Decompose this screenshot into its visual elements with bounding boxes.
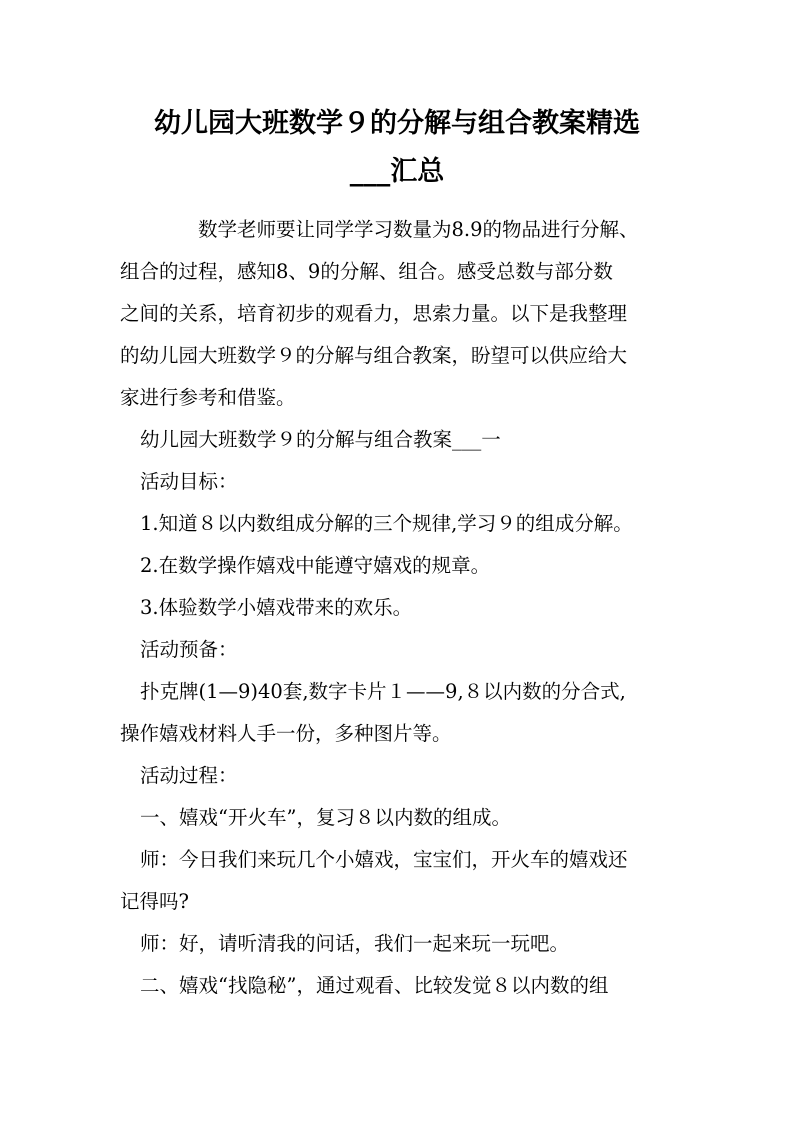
process-line: 二、嬉戏“找隐秘”，通过观看、比较发觉８以内数的组	[140, 974, 609, 997]
process-line: 一、嬉戏“开火车”，复习８以内数的组成。	[140, 806, 511, 829]
process-line: 记得吗?	[120, 890, 189, 913]
intro-paragraph-line: 的幼儿园大班数学９的分解与组合教案，盼望可以供应给大	[120, 344, 628, 367]
intro-paragraph-line: 组合的过程，感知8、9的分解、组合。感受总数与部分数	[120, 260, 613, 283]
goal-item: 2.在数学操作嬉戏中能遵守嬉戏的规章。	[140, 554, 491, 577]
goal-item: 3.体验数学小嬉戏带来的欢乐。	[140, 596, 413, 619]
goal-item: 1.知道８以内数组成分解的三个规律,学习９的组成分解。	[140, 512, 633, 535]
section-heading: 幼儿园大班数学９的分解与组合教案___一	[140, 428, 501, 451]
prep-line: 扑克牌(1—9)40套,数字卡片１——9,８以内数的分合式,	[140, 680, 626, 703]
document-title-line-2: ___汇总	[349, 156, 445, 187]
document-body	[120, 209, 680, 1007]
prep-line: 操作嬉戏材料人手一份，多种图片等。	[120, 722, 452, 745]
intro-paragraph-line: 家进行参考和借鉴。	[120, 386, 296, 409]
process-line: 师：今日我们来玩几个小嬉戏，宝宝们，开火车的嬉戏还	[140, 848, 628, 871]
intro-paragraph-line: 之间的关系，培育初步的观看力，思索力量。以下是我整理	[120, 302, 628, 325]
document-title-line-1: 幼儿园大班数学９的分解与组合教案精选	[154, 108, 640, 139]
goals-heading: 活动目标：	[140, 470, 238, 493]
prep-heading: 活动预备：	[140, 638, 238, 661]
process-heading: 活动过程：	[140, 764, 238, 787]
process-line: 师：好，请听清我的问话，我们一起来玩一玩吧。	[140, 932, 570, 955]
intro-paragraph-line: 数学老师要让同学学习数量为8.9的物品进行分解、	[198, 218, 639, 241]
